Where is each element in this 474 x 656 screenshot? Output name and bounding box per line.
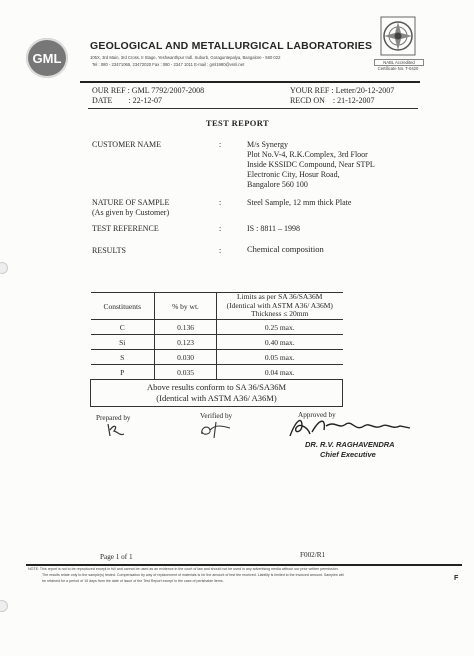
nature-colon: : <box>219 198 222 207</box>
reference-value: IS : 8811 – 1998 <box>247 224 301 233</box>
prepared-signature-icon <box>104 422 128 438</box>
your-ref-value: Letter/20-12-2007 <box>335 86 395 95</box>
percent-cell: 0.123 <box>155 335 217 350</box>
customer-colon: : <box>219 140 222 149</box>
reference-rule <box>88 108 418 109</box>
nature-label: NATURE OF SAMPLE <box>92 198 170 207</box>
footer-note-line-2: The results relate only to the sample(s) tested. Compensation by way of replacement of materials is for the amount of test fee received. Liability is limited to the invoiced amount. Samples will <box>42 573 344 577</box>
our-ref <box>92 86 204 95</box>
our-ref-label: OUR REF : <box>92 86 130 95</box>
constituent-cell: Si <box>91 335 155 350</box>
your-ref-label: YOUR REF : <box>290 86 334 95</box>
limit-cell: 0.25 max. <box>217 320 343 335</box>
percent-cell: 0.035 <box>155 365 217 380</box>
lab-name: GEOLOGICAL AND METALLURGICAL LABORATORIES <box>90 40 373 52</box>
received-on <box>290 96 374 105</box>
conclusion-line-1: Above results conform to SA 36/SA36M <box>146 382 287 392</box>
approved-by-label: Approved by <box>298 411 336 419</box>
approver-title: Chief Executive <box>320 450 376 459</box>
customer-name-line: M/s Synergy <box>247 140 288 149</box>
limit-cell: 0.05 max. <box>217 350 343 365</box>
footer-rule <box>26 564 462 566</box>
page-number: Page 1 of 1 <box>100 553 133 561</box>
table-row <box>91 335 343 350</box>
constituent-cell: S <box>91 350 155 365</box>
conclusion-cell <box>91 380 343 407</box>
conclusion-row <box>91 380 343 407</box>
reference-colon: : <box>219 224 222 233</box>
letterhead-rule <box>80 81 420 83</box>
approver-name: DR. R.V. RAGHAVENDRA <box>305 440 395 449</box>
table-row <box>91 350 343 365</box>
results-label: RESULTS <box>92 246 126 255</box>
customer-label: CUSTOMER NAME <box>92 140 161 149</box>
certificate-caption: Certificate No. T-0420 <box>377 66 419 71</box>
customer-address-line: Inside KSSIDC Compound, Near STPL <box>247 160 375 169</box>
recd-on-value: : 21-12-2007 <box>332 96 375 105</box>
your-ref <box>290 86 394 95</box>
constituent-cell: C <box>91 320 155 335</box>
header-constituents: Constituents <box>91 293 155 320</box>
nature-sublabel: (As given by Customer) <box>92 208 170 217</box>
table-header-row <box>91 293 343 320</box>
footer-note-mark: F <box>454 573 459 582</box>
customer-address-line: Bangalore 560 100 <box>247 180 308 189</box>
verified-signature-icon <box>196 420 236 440</box>
verified-by-label: Verified by <box>200 412 233 420</box>
conclusion-line-2: (Identical with ASTM A36/ A36M) <box>156 393 277 403</box>
nature-value: Steel Sample, 12 mm thick Plate <box>247 198 352 207</box>
report-title: TEST REPORT <box>205 118 270 128</box>
recd-on-label: RECD ON <box>290 96 325 105</box>
customer-address-line: Plot No.V-4, R.K.Complex, 3rd Floor <box>247 150 368 159</box>
gml-logo: GML <box>26 38 68 78</box>
prepared-by-label: Prepared by <box>96 414 131 422</box>
reference-label: TEST REFERENCE <box>92 224 159 233</box>
chemical-composition-table <box>90 292 343 407</box>
lab-address: 105X, 3rd Main, 3rd Cross, II Stage, Yeshwanthpur Indl. Suburb, Goraguntepalya, Bangalore - 560 022 <box>90 55 281 60</box>
form-code: F002/R1 <box>300 551 326 559</box>
limit-cell: 0.04 max. <box>217 365 343 380</box>
punch-hole-bottom <box>0 600 8 612</box>
footer-note-line-3: be retained for a period of 15 days from the date of issue of the Test Report except in the case of perishable items. <box>42 579 224 583</box>
table-row <box>91 365 343 380</box>
header-percent: % by wt. <box>155 293 217 320</box>
percent-cell: 0.136 <box>155 320 217 335</box>
limit-cell: 0.40 max. <box>217 335 343 350</box>
constituent-cell: P <box>91 365 155 380</box>
footer-note-line-1: NOTE: This report is not to be reproduced except in full and cannot be used as an evidence in the court of law and should not be used in any advertising media without our prior written permission. <box>28 567 339 571</box>
nabl-seal-icon <box>380 16 416 56</box>
our-ref-value: GML 7792/2007-2008 <box>131 86 205 95</box>
percent-cell: 0.030 <box>155 350 217 365</box>
limits-line-2: (Identical with ASTM A36/ A36M) <box>226 300 333 310</box>
results-colon: : <box>219 246 222 255</box>
report-date <box>92 96 162 105</box>
punch-hole-top <box>0 262 8 274</box>
approver-signature-icon <box>286 414 416 440</box>
customer-address-line: Electronic City, Hosur Road, <box>247 170 340 179</box>
results-value: Chemical composition <box>247 244 324 254</box>
limits-line-3: Thickness ≤ 20mm <box>251 309 309 319</box>
limits-line-1: Limits as per SA 36/SA36M <box>237 292 323 302</box>
date-label: DATE <box>92 96 113 105</box>
date-value: : 22-12-07 <box>128 96 163 105</box>
header-limits <box>217 293 343 320</box>
lab-contact: Tel : 080 - 23471065, 23472020 Fax : 080 - 2347 1011 E-mail : gml1980@vsnl.net <box>92 62 245 67</box>
table-row <box>91 320 343 335</box>
accreditation-caption: NABL Accredited <box>374 59 424 66</box>
